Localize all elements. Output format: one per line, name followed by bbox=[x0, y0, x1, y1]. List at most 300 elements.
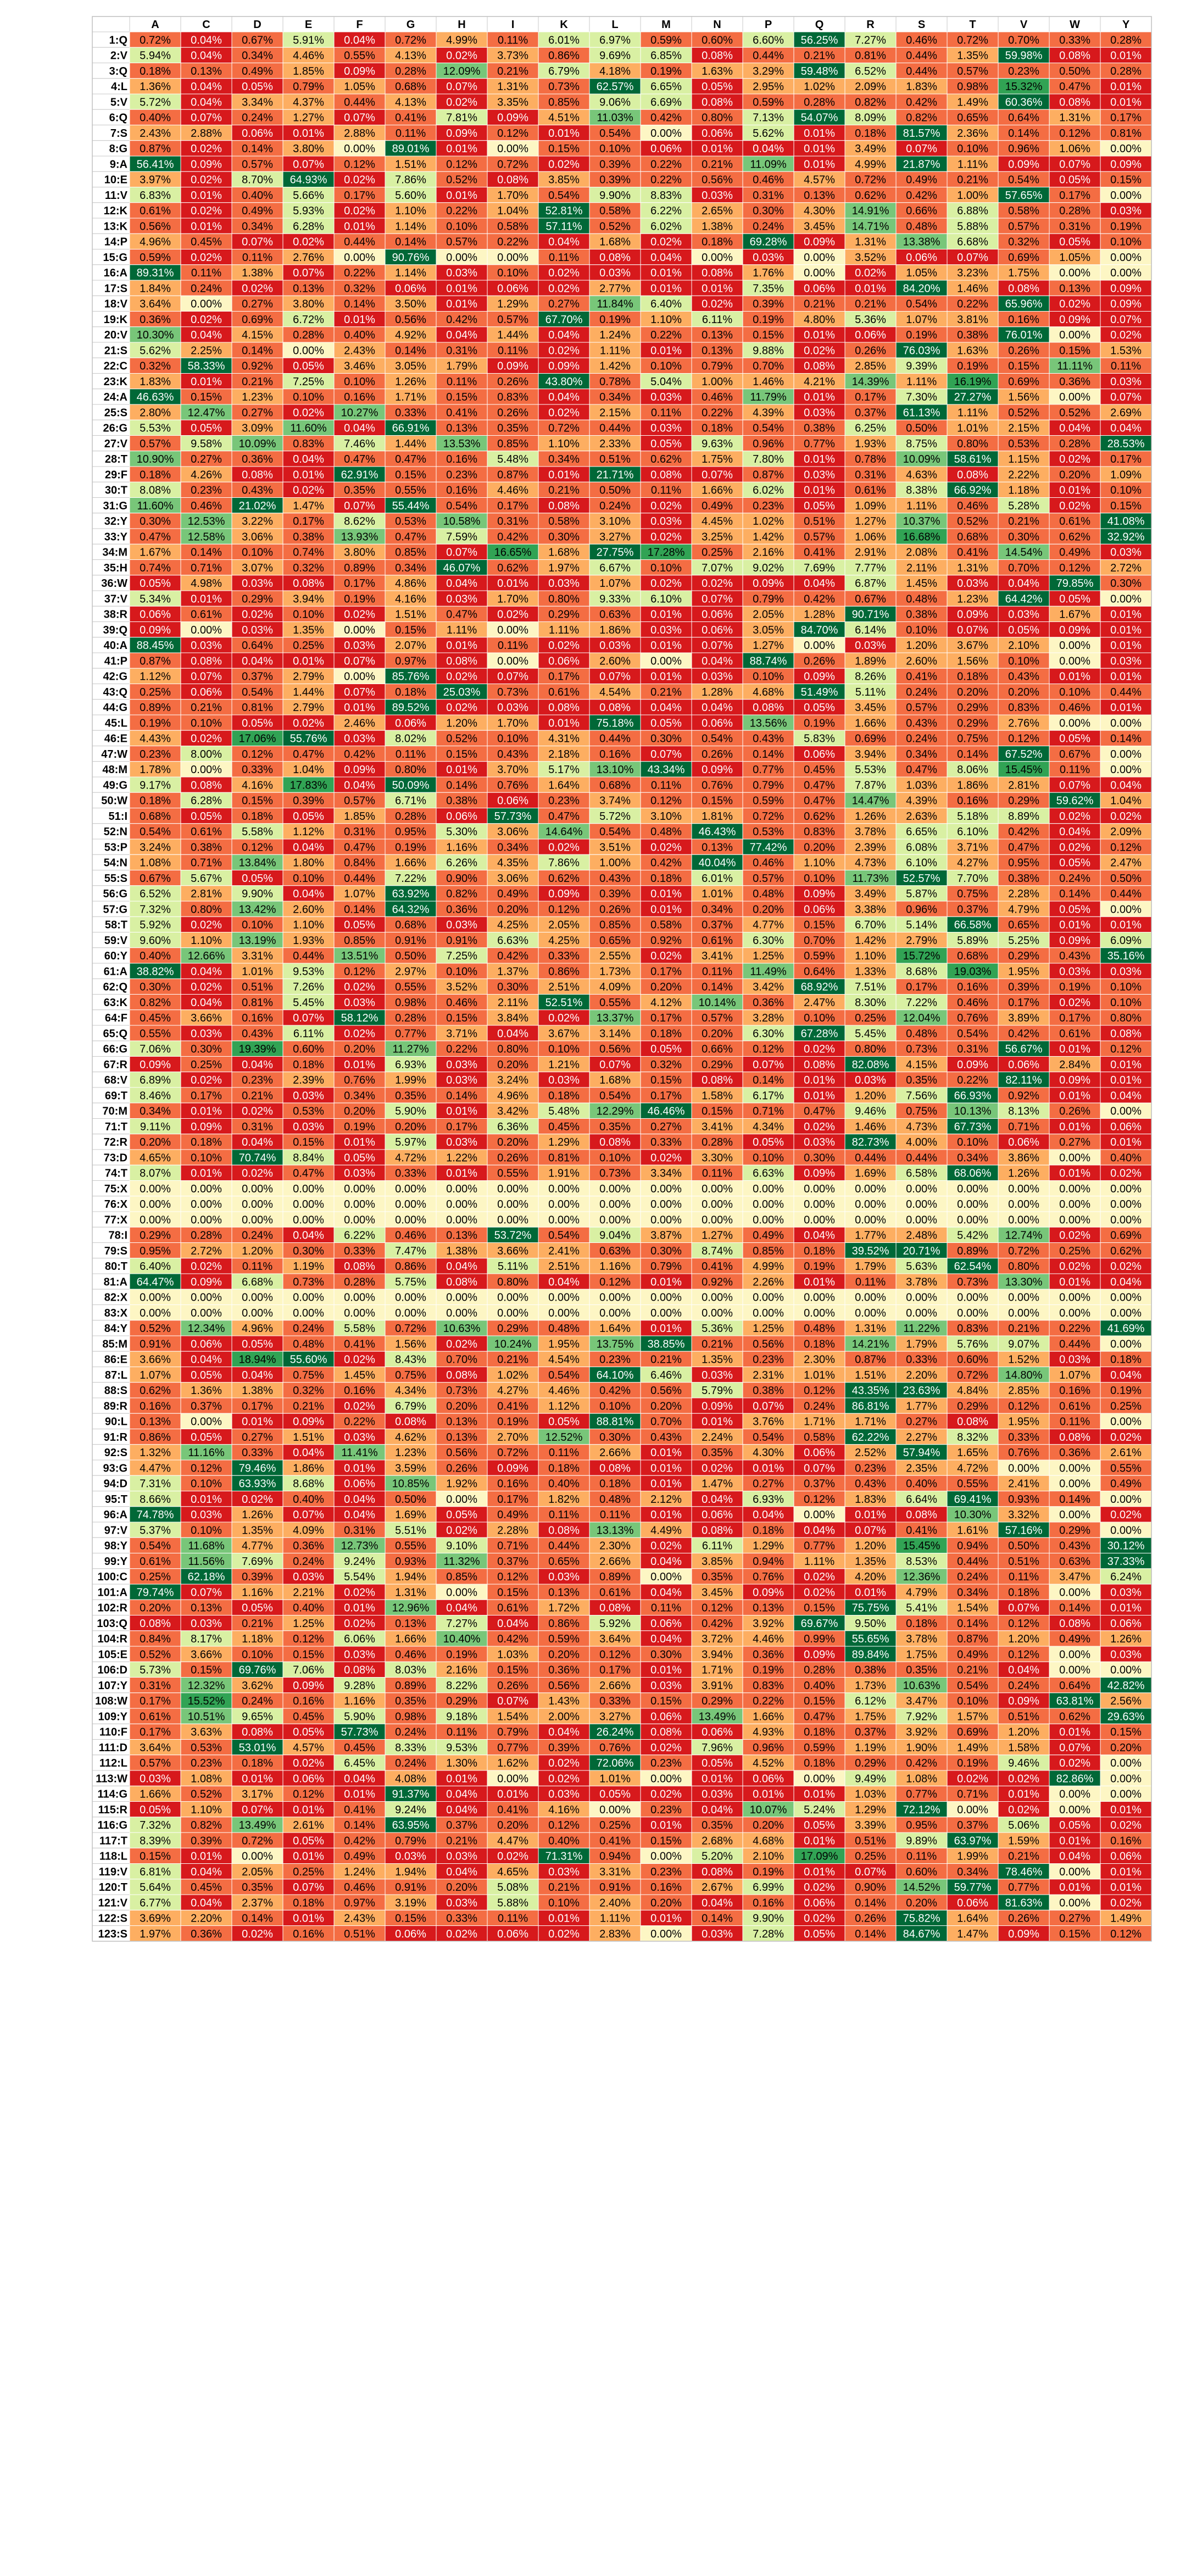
cell-value-label: 8.38% bbox=[906, 485, 937, 497]
cell-value-label: 0.05% bbox=[1059, 1819, 1090, 1831]
cell-value-label: 5.18% bbox=[957, 810, 988, 823]
cell-value-label: 0.20% bbox=[344, 1043, 375, 1056]
cell-value-label: 0.03% bbox=[1110, 205, 1142, 217]
cell-value-label: 8.75% bbox=[906, 438, 937, 450]
cell-value-label: 6.30% bbox=[753, 935, 784, 947]
cell-value-label: 0.21% bbox=[957, 1664, 988, 1676]
cell-value-label: 0.03% bbox=[1110, 1586, 1142, 1598]
cell-value-label: 0.09% bbox=[957, 609, 988, 621]
cell-value-label: 0.03% bbox=[242, 578, 273, 590]
cell-value-label: 0.14% bbox=[1059, 1494, 1090, 1506]
cell-value-label: 0.23% bbox=[140, 748, 171, 760]
cell-value-label: 0.02% bbox=[191, 143, 222, 155]
cell-value-label: 0.00% bbox=[804, 1307, 835, 1319]
cell-value-label: 0.13% bbox=[702, 345, 733, 357]
cell-value-label: 4.77% bbox=[753, 919, 784, 931]
cell-value-label: 0.49% bbox=[497, 1509, 528, 1521]
cell-value-label: 0.56% bbox=[753, 1338, 784, 1350]
cell-value-label: 0.00% bbox=[650, 1773, 682, 1785]
cell-value-label: 59.62% bbox=[1056, 795, 1094, 807]
cell-value-label: 0.01% bbox=[293, 655, 324, 667]
cell-value-label: 0.08% bbox=[599, 1136, 631, 1148]
cell-value-label: 0.17% bbox=[1059, 190, 1090, 202]
cell-value-label: 1.70% bbox=[497, 593, 528, 605]
cell-value-label: 0.03% bbox=[191, 1028, 222, 1040]
cell-value-label: 64.42% bbox=[1005, 593, 1043, 605]
cell-value-label: 0.20% bbox=[395, 1121, 426, 1133]
cell-value-label: 1.10% bbox=[804, 857, 835, 869]
cell-value-label: 0.36% bbox=[753, 1648, 784, 1661]
cell-value-label: 2.60% bbox=[599, 655, 631, 667]
cell-value-label: 8.53% bbox=[906, 1556, 937, 1568]
cell-value-label: 0.00% bbox=[906, 1214, 937, 1226]
cell-value-label: 0.09% bbox=[497, 1462, 528, 1474]
cell-value-label: 14.64% bbox=[546, 826, 583, 838]
cell-value-label: 0.05% bbox=[446, 1509, 477, 1521]
cell-value-label: 82.73% bbox=[852, 1136, 889, 1148]
cell-value-label: 5.11% bbox=[498, 1261, 528, 1273]
cell-value-label: 1.58% bbox=[1008, 1742, 1039, 1754]
cell-value-label: 0.08% bbox=[548, 500, 580, 512]
cell-value-label: 0.10% bbox=[344, 376, 375, 388]
cell-value-label: 0.59% bbox=[804, 950, 835, 962]
cell-value-label: 0.82% bbox=[140, 997, 171, 1009]
cell-value-label: 0.48% bbox=[599, 1494, 631, 1506]
cell-value-label: 57.65% bbox=[1005, 190, 1043, 202]
cell-value-label: 0.03% bbox=[753, 252, 784, 264]
cell-value-label: 1.49% bbox=[957, 1742, 988, 1754]
cell-value-label: 0.68% bbox=[395, 919, 426, 931]
cell-value-label: 2.09% bbox=[855, 81, 886, 93]
cell-value-label: 0.68% bbox=[140, 810, 171, 823]
cell-value-label: 0.05% bbox=[242, 717, 273, 729]
cell-value-label: 0.40% bbox=[344, 329, 375, 341]
cell-value-label: 0.06% bbox=[446, 810, 477, 823]
cell-value-label: 0.11% bbox=[242, 1261, 272, 1273]
cell-value-label: 0.22% bbox=[753, 1695, 784, 1707]
row-label: 107:Y bbox=[98, 1680, 128, 1692]
cell-value-label: 0.00% bbox=[804, 1198, 835, 1211]
cell-value-label: 0.44% bbox=[906, 65, 937, 77]
cell-value-label: 0.12% bbox=[1008, 1400, 1039, 1412]
cell-value-label: 3.73% bbox=[497, 50, 528, 62]
cell-value-label: 0.21% bbox=[191, 702, 222, 714]
cell-value-label: 0.01% bbox=[753, 1462, 784, 1474]
cell-value-label: 0.21% bbox=[242, 1090, 273, 1102]
cell-value-label: 4.46% bbox=[497, 485, 528, 497]
cell-value-label: 7.47% bbox=[395, 1245, 426, 1257]
cell-value-label: 0.25% bbox=[1110, 1400, 1142, 1412]
cell-value-label: 0.35% bbox=[599, 1121, 631, 1133]
cell-value-label: 0.00% bbox=[1110, 1789, 1142, 1801]
cell-value-label: 0.18% bbox=[804, 1245, 835, 1257]
cell-value-label: 0.49% bbox=[344, 1851, 375, 1863]
cell-value-label: 0.00% bbox=[855, 1307, 886, 1319]
cell-value-label: 0.17% bbox=[1008, 997, 1039, 1009]
cell-value-label: 0.14% bbox=[753, 748, 784, 760]
row-label: 12:K bbox=[104, 205, 128, 217]
cell-value-label: 3.62% bbox=[242, 1680, 273, 1692]
cell-value-label: 62.18% bbox=[188, 1571, 225, 1583]
cell-value-label: 6.67% bbox=[599, 562, 631, 574]
cell-value-label: 11.73% bbox=[852, 873, 889, 885]
cell-value-label: 86.81% bbox=[852, 1400, 889, 1412]
cell-value-label: 66.93% bbox=[954, 1090, 992, 1102]
cell-value-label: 3.32% bbox=[1008, 1509, 1039, 1521]
cell-value-label: 0.72% bbox=[548, 423, 580, 435]
cell-value-label: 53.72% bbox=[494, 1230, 532, 1242]
cell-value-label: 0.45% bbox=[140, 1012, 171, 1024]
cell-value-label: 0.34% bbox=[344, 1090, 375, 1102]
cell-value-label: 0.06% bbox=[1008, 1136, 1039, 1148]
cell-value-label: 9.65% bbox=[242, 1711, 273, 1723]
cell-value-label: 0.01% bbox=[1110, 81, 1142, 93]
cell-value-label: 1.15% bbox=[1008, 453, 1039, 465]
cell-value-label: 1.70% bbox=[497, 190, 528, 202]
cell-value-label: 0.29% bbox=[957, 1400, 988, 1412]
cell-value-label: 0.00% bbox=[191, 1292, 222, 1304]
cell-value-label: 1.38% bbox=[242, 267, 273, 279]
cell-value-label: 5.92% bbox=[599, 1618, 631, 1630]
cell-value-label: 9.39% bbox=[906, 360, 937, 373]
cell-value-label: 0.06% bbox=[804, 748, 835, 760]
cell-value-label: 0.42% bbox=[702, 1618, 733, 1630]
cell-value-label: 2.39% bbox=[293, 1074, 324, 1086]
cell-value-label: 0.14% bbox=[344, 1819, 375, 1831]
cell-value-label: 0.28% bbox=[1059, 438, 1090, 450]
cell-value-label: 2.48% bbox=[906, 1230, 937, 1242]
cell-value-label: 0.47% bbox=[140, 531, 171, 543]
cell-value-label: 3.66% bbox=[497, 1245, 528, 1257]
cell-value-label: 13.37% bbox=[597, 1012, 634, 1024]
cell-value-label: 0.05% bbox=[702, 1757, 733, 1769]
cell-value-label: 0.77% bbox=[753, 764, 784, 776]
cell-value-label: 6.52% bbox=[140, 888, 171, 900]
cell-value-label: 0.11% bbox=[396, 127, 426, 140]
cell-value-label: 0.89% bbox=[344, 562, 375, 574]
cell-value-label: 0.92% bbox=[650, 935, 682, 947]
cell-value-label: 0.00% bbox=[1008, 1307, 1039, 1319]
cell-value-label: 0.00% bbox=[344, 1292, 375, 1304]
cell-value-label: 0.46% bbox=[395, 1230, 426, 1242]
cell-value-label: 0.26% bbox=[497, 376, 528, 388]
cell-value-label: 0.00% bbox=[242, 1214, 273, 1226]
cell-value-label: 9.33% bbox=[599, 593, 631, 605]
cell-value-label: 12.47% bbox=[188, 407, 225, 419]
cell-value-label: 0.01% bbox=[855, 282, 886, 295]
cell-value-label: 2.51% bbox=[548, 1261, 580, 1273]
cell-value-label: 0.89% bbox=[957, 1245, 988, 1257]
cell-value-label: 0.38% bbox=[446, 795, 477, 807]
cell-value-label: 0.17% bbox=[293, 515, 324, 528]
cell-value-label: 15.45% bbox=[1005, 764, 1043, 776]
cell-value-label: 0.21% bbox=[804, 298, 835, 310]
cell-value-label: 0.69% bbox=[1008, 252, 1039, 264]
cell-value-label: 0.04% bbox=[804, 1230, 835, 1242]
cell-value-label: 0.57% bbox=[140, 438, 171, 450]
cell-value-label: 4.84% bbox=[957, 1385, 988, 1397]
cell-value-label: 0.79% bbox=[293, 81, 324, 93]
row-label: 74:T bbox=[105, 1168, 127, 1180]
cell-value-label: 0.12% bbox=[242, 841, 273, 853]
cell-value-label: 90.76% bbox=[392, 252, 430, 264]
cell-value-label: 0.18% bbox=[1008, 1586, 1039, 1598]
cell-value-label: 9.50% bbox=[855, 1618, 886, 1630]
cell-value-label: 7.32% bbox=[140, 1819, 171, 1831]
cell-value-label: 55.76% bbox=[290, 733, 327, 745]
cell-value-label: 0.15% bbox=[446, 1012, 477, 1024]
cell-value-label: 0.51% bbox=[1008, 1556, 1039, 1568]
cell-value-label: 0.13% bbox=[804, 190, 835, 202]
cell-value-label: 67.73% bbox=[954, 1121, 992, 1133]
cell-value-label: 0.04% bbox=[548, 1726, 580, 1739]
cell-value-label: 0.76% bbox=[702, 779, 733, 791]
cell-value-label: 0.23% bbox=[650, 1804, 682, 1816]
cell-value-label: 0.46% bbox=[753, 174, 784, 186]
cell-value-label: 0.01% bbox=[804, 158, 835, 170]
row-label: 65:Q bbox=[103, 1028, 127, 1040]
cell-value-label: 0.03% bbox=[191, 1618, 222, 1630]
cell-value-label: 1.32% bbox=[140, 1447, 171, 1459]
row-label: 102:R bbox=[98, 1602, 128, 1614]
cell-value-label: 0.10% bbox=[242, 919, 273, 931]
cell-value-label: 0.03% bbox=[344, 1168, 375, 1180]
cell-value-label: 0.14% bbox=[446, 1090, 477, 1102]
cell-value-label: 0.41% bbox=[497, 1400, 528, 1412]
cell-value-label: 3.06% bbox=[497, 873, 528, 885]
cell-value-label: 0.29% bbox=[242, 593, 273, 605]
cell-value-label: 0.27% bbox=[242, 298, 273, 310]
cell-value-label: 0.43% bbox=[242, 485, 273, 497]
cell-value-label: 46.46% bbox=[648, 1106, 685, 1118]
cell-value-label: 3.63% bbox=[191, 1726, 222, 1739]
cell-value-label: 1.31% bbox=[497, 81, 528, 93]
cell-value-label: 5.92% bbox=[140, 919, 171, 931]
cell-value-label: 7.77% bbox=[855, 562, 886, 574]
cell-value-label: 9.02% bbox=[753, 562, 784, 574]
row-label: 84:Y bbox=[104, 1323, 128, 1335]
column-header-label: S bbox=[918, 19, 925, 31]
cell-value-label: 0.31% bbox=[242, 1121, 273, 1133]
cell-value-label: 18.94% bbox=[239, 1354, 276, 1366]
cell-value-label: 12.96% bbox=[392, 1602, 430, 1614]
cell-value-label: 4.98% bbox=[191, 578, 222, 590]
cell-value-label: 3.30% bbox=[702, 1152, 733, 1164]
cell-value-label: 0.00% bbox=[1059, 1198, 1090, 1211]
cell-value-label: 7.69% bbox=[242, 1556, 273, 1568]
cell-value-label: 0.03% bbox=[446, 593, 477, 605]
cell-value-label: 0.11% bbox=[498, 345, 528, 357]
cell-value-label: 0.03% bbox=[1110, 655, 1142, 667]
cell-value-label: 0.01% bbox=[1110, 1074, 1142, 1086]
cell-value-label: 0.08% bbox=[599, 702, 631, 714]
cell-value-label: 0.00% bbox=[1110, 190, 1142, 202]
cell-value-label: 1.02% bbox=[804, 81, 835, 93]
cell-value-label: 0.35% bbox=[395, 1695, 426, 1707]
cell-value-label: 0.16% bbox=[344, 391, 375, 403]
cell-value-label: 0.38% bbox=[855, 1664, 886, 1676]
cell-value-label: 0.07% bbox=[855, 1524, 886, 1536]
cell-value-label: 0.15% bbox=[191, 1664, 222, 1676]
cell-value-label: 63.81% bbox=[1056, 1695, 1094, 1707]
cell-value-label: 1.02% bbox=[497, 1369, 528, 1381]
cell-value-label: 0.52% bbox=[1008, 407, 1039, 419]
cell-value-label: 2.30% bbox=[804, 1354, 835, 1366]
cell-value-label: 14.21% bbox=[852, 1338, 889, 1350]
cell-value-label: 0.42% bbox=[906, 1757, 937, 1769]
cell-value-label: 4.62% bbox=[395, 1431, 426, 1444]
cell-value-label: 0.09% bbox=[1008, 1695, 1039, 1707]
row-label: 44:G bbox=[103, 702, 127, 714]
cell-value-label: 72.12% bbox=[903, 1804, 941, 1816]
cell-value-label: 1.54% bbox=[957, 1602, 988, 1614]
cell-value-label: 0.62% bbox=[855, 190, 886, 202]
cell-value-label: 0.00% bbox=[1110, 1524, 1142, 1536]
cell-value-label: 0.29% bbox=[957, 702, 988, 714]
cell-value-label: 1.46% bbox=[753, 376, 784, 388]
cell-value-label: 0.67% bbox=[855, 593, 886, 605]
cell-value-label: 0.68% bbox=[599, 779, 631, 791]
cell-value-label: 1.35% bbox=[702, 1354, 733, 1366]
cell-value-label: 0.06% bbox=[650, 143, 682, 155]
cell-value-label: 88.81% bbox=[597, 1416, 634, 1428]
cell-value-label: 19.39% bbox=[239, 1043, 276, 1056]
cell-value-label: 0.21% bbox=[650, 686, 682, 698]
cell-value-label: 41.69% bbox=[1108, 1323, 1145, 1335]
cell-value-label: 0.04% bbox=[344, 1509, 375, 1521]
cell-value-label: 0.03% bbox=[548, 1074, 580, 1086]
cell-value-label: 0.35% bbox=[344, 485, 375, 497]
cell-value-label: 0.18% bbox=[753, 1524, 784, 1536]
cell-value-label: 0.04% bbox=[446, 329, 477, 341]
cell-value-label: 0.00% bbox=[650, 655, 682, 667]
cell-value-label: 0.03% bbox=[855, 1074, 886, 1086]
cell-value-label: 5.58% bbox=[344, 1323, 375, 1335]
cell-value-label: 0.02% bbox=[446, 1338, 477, 1350]
cell-value-label: 0.17% bbox=[344, 190, 375, 202]
cell-value-label: 0.25% bbox=[599, 1819, 631, 1831]
cell-value-label: 0.26% bbox=[497, 1680, 528, 1692]
cell-value-label: 0.02% bbox=[650, 950, 682, 962]
cell-value-label: 0.00% bbox=[395, 1183, 426, 1195]
cell-value-label: 0.02% bbox=[446, 50, 477, 62]
cell-value-label: 0.24% bbox=[242, 1230, 273, 1242]
cell-value-label: 1.69% bbox=[395, 1509, 426, 1521]
cell-value-label: 58.33% bbox=[188, 360, 225, 373]
cell-value-label: 0.05% bbox=[242, 873, 273, 885]
cell-value-label: 0.04% bbox=[650, 1633, 682, 1645]
cell-value-label: 0.18% bbox=[1110, 1354, 1142, 1366]
cell-value-label: 0.00% bbox=[548, 1307, 580, 1319]
cell-value-label: 4.72% bbox=[395, 1152, 426, 1164]
cell-value-label: 1.10% bbox=[855, 950, 886, 962]
cell-value-label: 0.42% bbox=[650, 112, 682, 124]
cell-value-label: 9.18% bbox=[446, 1711, 477, 1723]
cell-value-label: 0.19% bbox=[344, 593, 375, 605]
cell-value-label: 6.08% bbox=[906, 841, 937, 853]
cell-value-label: 0.04% bbox=[191, 96, 222, 108]
cell-value-label: 0.80% bbox=[702, 112, 733, 124]
cell-value-label: 0.49% bbox=[702, 500, 733, 512]
cell-value-label: 2.76% bbox=[1008, 717, 1039, 729]
cell-value-label: 0.00% bbox=[1059, 1509, 1090, 1521]
cell-value-label: 5.90% bbox=[344, 1711, 375, 1723]
cell-value-label: 0.03% bbox=[293, 1121, 324, 1133]
cell-value-label: 4.16% bbox=[395, 593, 426, 605]
cell-value-label: 0.02% bbox=[804, 1571, 835, 1583]
cell-value-label: 0.00% bbox=[599, 1292, 631, 1304]
cell-value-label: 0.84% bbox=[344, 857, 375, 869]
cell-value-label: 0.54% bbox=[1008, 174, 1039, 186]
cell-value-label: 2.47% bbox=[1110, 857, 1142, 869]
cell-value-label: 0.64% bbox=[1008, 112, 1039, 124]
cell-value-label: 0.06% bbox=[855, 329, 886, 341]
cell-value-label: 0.01% bbox=[1059, 1043, 1090, 1056]
cell-value-label: 1.58% bbox=[702, 1090, 733, 1102]
cell-value-label: 0.20% bbox=[446, 1400, 477, 1412]
cell-value-label: 0.65% bbox=[1008, 919, 1039, 931]
cell-value-label: 0.76% bbox=[599, 1742, 631, 1754]
cell-value-label: 0.17% bbox=[650, 1012, 682, 1024]
cell-value-label: 1.29% bbox=[855, 1804, 886, 1816]
cell-value-label: 0.69% bbox=[957, 1726, 988, 1739]
cell-value-label: 7.86% bbox=[548, 857, 580, 869]
cell-value-label: 0.00% bbox=[702, 1214, 733, 1226]
cell-value-label: 0.00% bbox=[395, 1307, 426, 1319]
cell-value-label: 5.14% bbox=[906, 919, 937, 931]
cell-value-label: 0.85% bbox=[497, 438, 528, 450]
column-header-label: G bbox=[407, 19, 415, 31]
cell-value-label: 13.51% bbox=[341, 950, 379, 962]
cell-value-label: 0.01% bbox=[650, 1509, 682, 1521]
cell-value-label: 0.89% bbox=[599, 1571, 631, 1583]
cell-value-label: 0.34% bbox=[906, 748, 937, 760]
cell-value-label: 0.73% bbox=[446, 1385, 477, 1397]
cell-value-label: 0.00% bbox=[1110, 267, 1142, 279]
cell-value-label: 0.23% bbox=[191, 485, 222, 497]
cell-value-label: 10.30% bbox=[137, 329, 174, 341]
cell-value-label: 0.06% bbox=[140, 609, 171, 621]
cell-value-label: 0.00% bbox=[1059, 1789, 1090, 1801]
cell-value-label: 0.10% bbox=[1110, 981, 1142, 993]
cell-value-label: 0.57% bbox=[140, 1757, 171, 1769]
cell-value-label: 2.95% bbox=[753, 81, 784, 93]
cell-value-label: 2.10% bbox=[753, 1851, 784, 1863]
cell-value-label: 2.26% bbox=[753, 1276, 784, 1288]
cell-value-label: 0.03% bbox=[548, 578, 580, 590]
cell-value-label: 1.26% bbox=[242, 1509, 273, 1521]
cell-value-label: 0.04% bbox=[1059, 826, 1090, 838]
cell-value-label: 3.46% bbox=[344, 360, 375, 373]
cell-value-label: 2.18% bbox=[548, 748, 580, 760]
cell-value-label: 0.43% bbox=[1059, 1540, 1090, 1552]
cell-value-label: 0.56% bbox=[599, 1043, 631, 1056]
cell-value-label: 0.24% bbox=[753, 220, 784, 232]
cell-value-label: 0.15% bbox=[804, 1695, 835, 1707]
cell-value-label: 0.00% bbox=[906, 1307, 937, 1319]
cell-value-label: 2.22% bbox=[1008, 469, 1039, 481]
cell-value-label: 8.02% bbox=[395, 733, 426, 745]
cell-value-label: 0.85% bbox=[446, 1571, 477, 1583]
cell-value-label: 1.20% bbox=[855, 1090, 886, 1102]
cell-value-label: 7.46% bbox=[344, 438, 375, 450]
cell-value-label: 0.19% bbox=[753, 1664, 784, 1676]
cell-value-label: 12.09% bbox=[443, 65, 481, 77]
cell-value-label: 0.07% bbox=[702, 593, 733, 605]
cell-value-label: 0.00% bbox=[191, 624, 222, 636]
cell-value-label: 0.41% bbox=[344, 1338, 375, 1350]
cell-value-label: 6.87% bbox=[855, 578, 886, 590]
